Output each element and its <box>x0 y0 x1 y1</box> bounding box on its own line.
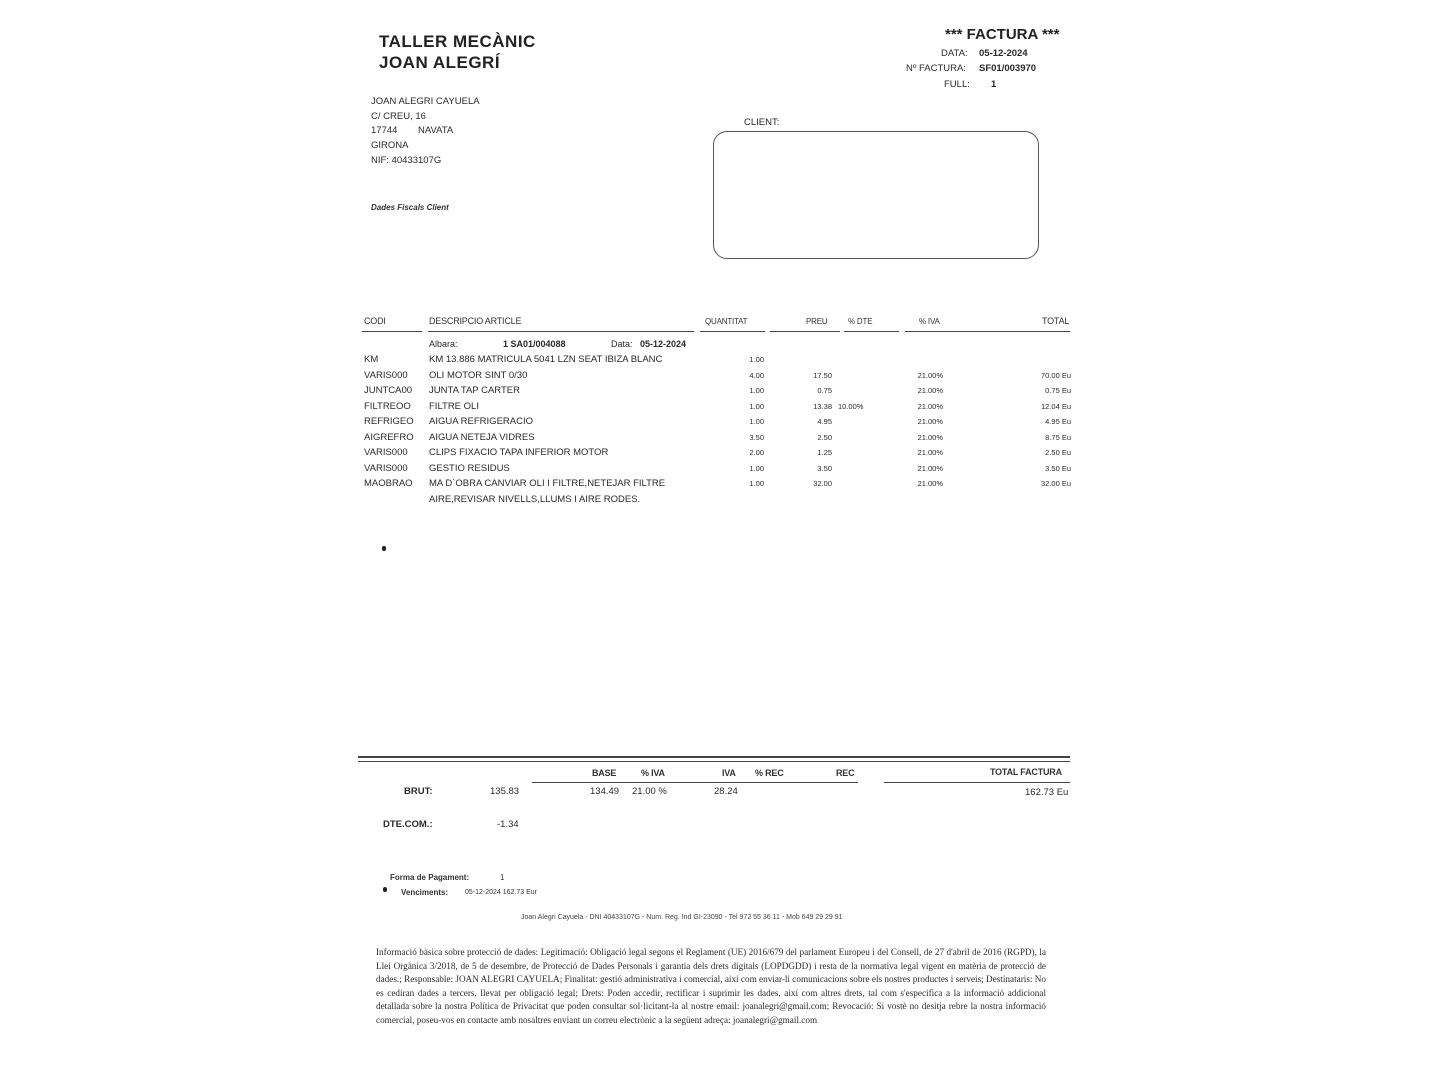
cell-code: VARIS000 <box>364 462 408 474</box>
totals-top-rule <box>358 756 1070 758</box>
cell-code: AIGREFRO <box>364 431 414 443</box>
cell-code: MAOBRAO <box>364 478 413 489</box>
vat-value: 28.24 <box>714 786 738 797</box>
totals-header-base: BASE <box>592 768 617 778</box>
cell-price: 4.95 <box>817 417 832 426</box>
legal-notice: Informació bàsica sobre protecció de dades: Legitimació: Obligació legal segons el Reglament (UE) 2016/679 del parlament Europeu i del Consell, de 27 d'abril de 2016 (RGPD), la Llei Orgànica 3/2018, de 5 de desembre, de Protecció de Dades Personals i garantia dels drets digitals (LOPDGDD) i resta de la normativa legal vigent en matèria de protecció de dades.; Responsable: JOAN ALEGRI CAYUELA; Finalitat: gestió administrativa i comercial, així com enviar-li comunicacions sobre els nostres productes i serveis; Destinataris: No es cediran dades a tercers, llevat per obligació legal; Drets: Poden accedir, rectificar i suprimir les dades, així com altres drets, tal com s'especifica a la informació addicional detallada sobre la nostra Política de Privacitat que poden consultar sol·licitant-la al nostre email: joanalegri@gmail.com; Revocació: Si vostè no desitja rebre la nostra informació comercial, poseu-vos en contacte amb nosaltres enviant un correu electrònic a la següent adreça: joanalegri@gmail.com <box>376 947 1046 1025</box>
cell-code: JUNTCA00 <box>364 385 413 396</box>
table-row <box>0 385 1440 400</box>
discount-value: -1.34 <box>497 819 519 830</box>
cell-description: KM 13.886 MATRICULA 5041 LZN SEAT IBIZA BLANC <box>429 354 663 365</box>
totals-header-rec-pct: % REC <box>755 768 784 778</box>
bullet-mark <box>383 887 387 892</box>
cell-vat: 21.00% <box>917 463 943 473</box>
due-value: 05-12-2024 162.73 Eur <box>465 889 537 896</box>
cell-quantity: 4.00 <box>749 370 764 380</box>
cell-vat: 21.00% <box>917 479 943 488</box>
invoice-number-label: Nº FACTURA: <box>906 63 966 74</box>
totals-header-rule <box>532 782 858 783</box>
header-rule <box>844 331 899 332</box>
cell-vat: 21.00% <box>917 417 943 426</box>
cell-description: AIGUA NETEJA VIDRES <box>429 431 535 443</box>
totals-header-vat-pct: % IVA <box>641 768 665 778</box>
cell-price: 3.50 <box>817 463 832 473</box>
table-row <box>0 447 1440 462</box>
cell-price: 1.25 <box>817 448 832 457</box>
vat-pct-value: 21.00 % <box>632 786 667 797</box>
cell-description: CLIPS FIXACIO TAPA INFERIOR MOTOR <box>429 447 609 458</box>
table-row <box>0 401 1440 416</box>
cell-description: AIGUA REFRIGERACIO <box>429 416 533 427</box>
invoice-title: *** FACTURA *** <box>945 26 1060 43</box>
invoice-sheet: 1 <box>991 79 997 90</box>
cell-price: 17.50 <box>813 370 832 380</box>
due-label: Venciments: <box>401 888 449 897</box>
cell-quantity: 1.00 <box>749 417 764 426</box>
table-row <box>0 354 1440 369</box>
brut-value: 135.83 <box>490 786 520 797</box>
albara-date: 05-12-2024 <box>640 339 687 349</box>
cell-total: 12.04 Eu <box>1040 401 1071 411</box>
cell-quantity: 3.50 <box>749 432 764 442</box>
shop-name-line2: JOAN ALEGRÍ <box>379 53 501 72</box>
cell-description: JUNTA TAP CARTER <box>429 385 520 396</box>
cell-vat: 21.00% <box>917 448 943 457</box>
cell-quantity: 1.00 <box>749 463 764 473</box>
invoice-sheet-label: FULL: <box>944 79 970 90</box>
totals-header-rule <box>884 782 1070 783</box>
brut-label: BRUT: <box>404 786 433 797</box>
header-rule <box>362 331 422 332</box>
col-header-quantity: QUANTITAT <box>705 317 748 326</box>
cell-vat: 21.00% <box>917 432 943 442</box>
payment-method: 1 <box>500 873 505 882</box>
description-continuation: AIRE,REVISAR NIVELLS,LLUMS I AIRE RODES. <box>429 494 641 505</box>
footer-contact-line: Joan Alegri Cayuela - DNI 40433107G - Num. Reg. Ind GI-23090 - Tel 972 55 36 11 - Mob 649 29 29 91 <box>521 914 843 921</box>
cell-discount: 10.00% <box>838 401 864 411</box>
col-header-discount: % DTE <box>848 317 873 326</box>
col-header-price: PREU <box>806 317 828 326</box>
cell-total: 4.95 Eu <box>1045 417 1071 426</box>
issuer-street: C/ CREU, 16 <box>371 111 426 122</box>
invoice-total: 162.73 Eu <box>1025 787 1069 798</box>
cell-price: 2.50 <box>817 432 832 442</box>
table-row <box>0 432 1440 447</box>
client-label: CLIENT: <box>744 117 780 128</box>
cell-price: 32.00 <box>813 479 832 488</box>
col-header-vat: % IVA <box>919 317 940 326</box>
cell-quantity: 2.00 <box>749 448 764 457</box>
cell-code: VARIS000 <box>364 369 408 381</box>
table-row <box>0 463 1440 478</box>
totals-header-rec: REC <box>836 768 855 778</box>
cell-quantity: 1.00 <box>749 355 764 364</box>
issuer-postcode: 17744 <box>371 125 398 136</box>
cell-total: 32.00 Eu <box>1040 479 1071 488</box>
invoice-number: SF01/003970 <box>979 63 1037 74</box>
payment-method-label: Forma de Pagament: <box>390 873 470 882</box>
cell-description: GESTIO RESIDUS <box>429 462 510 474</box>
cell-total: 70.00 Eu <box>1040 370 1071 380</box>
cell-code: REFRIGEO <box>364 416 414 427</box>
base-value: 134.49 <box>590 786 620 797</box>
header-rule <box>428 331 694 332</box>
col-header-code: CODI <box>364 316 386 326</box>
cell-vat: 21.00% <box>917 386 943 395</box>
cell-quantity: 1.00 <box>749 386 764 395</box>
issuer-town: NAVATA <box>418 125 454 136</box>
cell-total: 2.50 Eu <box>1045 448 1071 457</box>
invoice-date: 05-12-2024 <box>979 48 1028 59</box>
cell-total: 8.75 Eu <box>1045 432 1071 442</box>
fiscal-data-label: Dades Fiscals Client <box>371 203 449 212</box>
albara-number: 1 SA01/004088 <box>503 339 566 349</box>
client-box <box>713 131 1039 259</box>
issuer-name: JOAN ALEGRI CAYUELA <box>371 96 480 107</box>
cell-description: MA D`OBRA CANVIAR OLI I FILTRE,NETEJAR FILTRE <box>429 478 666 489</box>
issuer-province: GIRONA <box>371 140 409 151</box>
table-row <box>0 478 1440 493</box>
issuer-nif: NIF: 40433107G <box>371 155 442 166</box>
header-rule <box>700 331 765 332</box>
cell-total: 3.50 Eu <box>1045 463 1071 473</box>
totals-header-total: TOTAL FACTURA <box>990 767 1062 777</box>
table-row <box>0 416 1440 431</box>
cell-price: 0.75 <box>817 386 832 395</box>
invoice-date-label: DATA: <box>941 48 968 59</box>
albara-date-label: Data: <box>611 339 633 349</box>
totals-header-vat: IVA <box>722 768 736 778</box>
cell-quantity: 1.00 <box>749 401 764 411</box>
header-rule <box>770 331 840 332</box>
cell-description: OLI MOTOR SINT 0/30 <box>429 369 528 381</box>
totals-top-rule-thin <box>358 761 1070 762</box>
cell-total: 0.75 Eu <box>1045 386 1071 395</box>
discount-label: DTE.COM.: <box>383 819 433 830</box>
shop-name-line1: TALLER MECÀNIC <box>379 32 536 51</box>
bullet-mark <box>382 546 386 551</box>
cell-price: 13.38 <box>813 401 832 411</box>
cell-description: FILTRE OLI <box>429 400 479 412</box>
cell-code: KM <box>364 354 379 365</box>
cell-vat: 21.00% <box>917 370 943 380</box>
header-rule <box>905 331 1070 332</box>
cell-quantity: 1.00 <box>749 479 764 488</box>
col-header-description: DESCRIPCIO ARTICLE <box>429 316 522 326</box>
col-header-total: TOTAL <box>1042 316 1070 326</box>
cell-code: VARIS000 <box>364 447 408 458</box>
table-row <box>0 370 1440 385</box>
albara-label: Albara: <box>429 339 458 349</box>
cell-vat: 21.00% <box>917 401 943 411</box>
cell-code: FILTREOO <box>364 400 411 412</box>
